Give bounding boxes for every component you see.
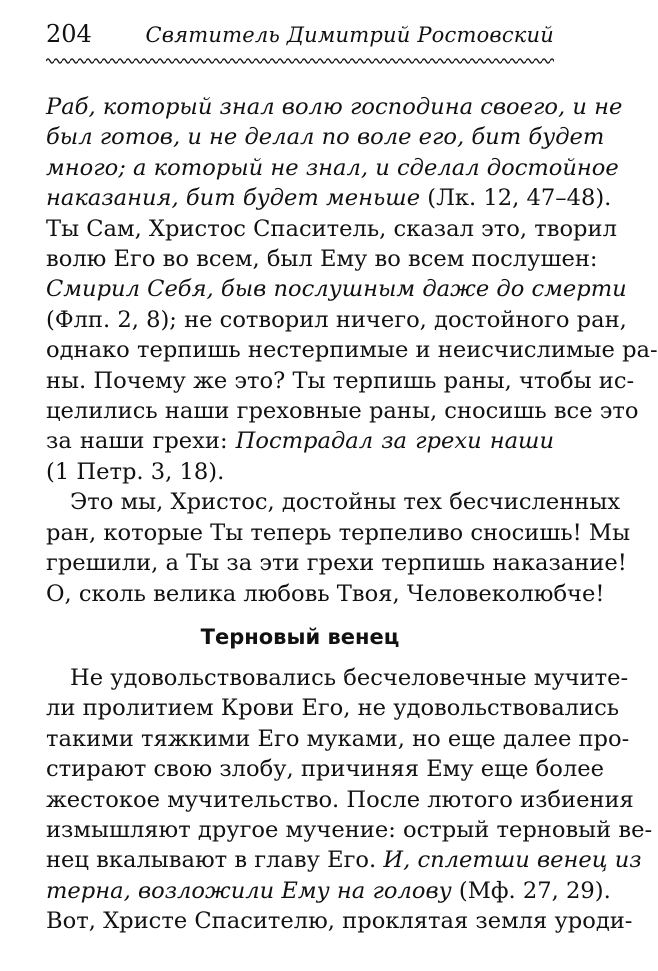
text-line: (1 Петр. 3, 18).	[46, 458, 225, 485]
text-line: Это мы, Христос, достойны тех бесчисленных	[70, 489, 621, 516]
running-title: Святитель Димитрий Ростовский	[145, 23, 554, 47]
text-line: (Флп. 2, 8); не сотворил ничего, достойного ран,	[46, 306, 627, 333]
text-line: однако терпишь нестерпимые и неисчислимые ра-	[46, 337, 658, 364]
scripture-quote: был готов, и не делал по воле его, бит будет	[46, 124, 605, 151]
scripture-quote: Смирил Себя, быв послушным даже до смерти	[46, 276, 627, 303]
scripture-reference: (Лк. 12, 47–48).	[420, 185, 612, 212]
text-line	[46, 426, 554, 456]
scripture-quote: много; а который не знал, и сделал достойное	[46, 154, 619, 181]
scripture-quote: Раб, который знал волю господина своего, и не	[46, 94, 623, 120]
text-span: за наши грехи:	[46, 428, 236, 455]
body-text	[46, 92, 658, 937]
text-line: целились наши греховные раны, сносишь все это	[46, 398, 639, 425]
scripture-quote: терна, возложили Ему на голову	[46, 877, 452, 904]
scripture-quote: Пострадал за грехи наши	[235, 428, 554, 455]
text-line	[46, 876, 611, 906]
text-line	[46, 122, 605, 152]
text-line: жестокое мучительство. После лютого избиения	[46, 786, 634, 813]
text-line: Ты Сам, Христос Спаситель, сказал это, творил	[46, 215, 617, 242]
text-line: грешили, а Ты за эти грехи терпишь наказание!	[46, 550, 627, 577]
text-line: стирают свою злобу, причиняя Ему еще более	[46, 756, 604, 783]
text-line	[46, 153, 619, 183]
decorative-rule	[46, 57, 554, 65]
text-line: Не удовольствовались бесчеловечные мучите-	[70, 664, 629, 691]
section-heading: Терновый венец	[200, 624, 400, 649]
text-line: измышляют другое мучение: острый терновый ве-	[46, 816, 653, 843]
text-line: ран, которые Ты теперь терпеливо сносишь! Мы	[46, 519, 631, 546]
text-span: нец вкалывают в главу Его.	[46, 847, 384, 874]
page-number: 204	[46, 20, 92, 48]
text-line: Вот, Христе Спасителю, проклятая земля уроди-	[46, 908, 633, 935]
text-line	[46, 183, 612, 213]
text-line: ны. Почему же это? Ты терпишь раны, чтобы ис-	[46, 367, 635, 394]
text-line	[46, 274, 627, 304]
scripture-quote: наказания, бит будет меньше	[46, 185, 421, 212]
page-header	[46, 20, 554, 52]
scripture-quote: И, сплетши венец из	[383, 847, 642, 874]
scripture-reference: (Мф. 27, 29).	[451, 877, 611, 904]
text-line: волю Его во всем, был Ему во всем послушен:	[46, 246, 598, 273]
text-line: ли пролитием Крови Его, не удовольствовались	[46, 695, 620, 722]
text-line	[46, 92, 623, 122]
text-line: О, сколь велика любовь Твоя, Человеколюбче!	[46, 580, 605, 607]
text-line	[46, 845, 642, 875]
text-line: такими тяжкими Его муками, но еще далее про-	[46, 725, 630, 752]
